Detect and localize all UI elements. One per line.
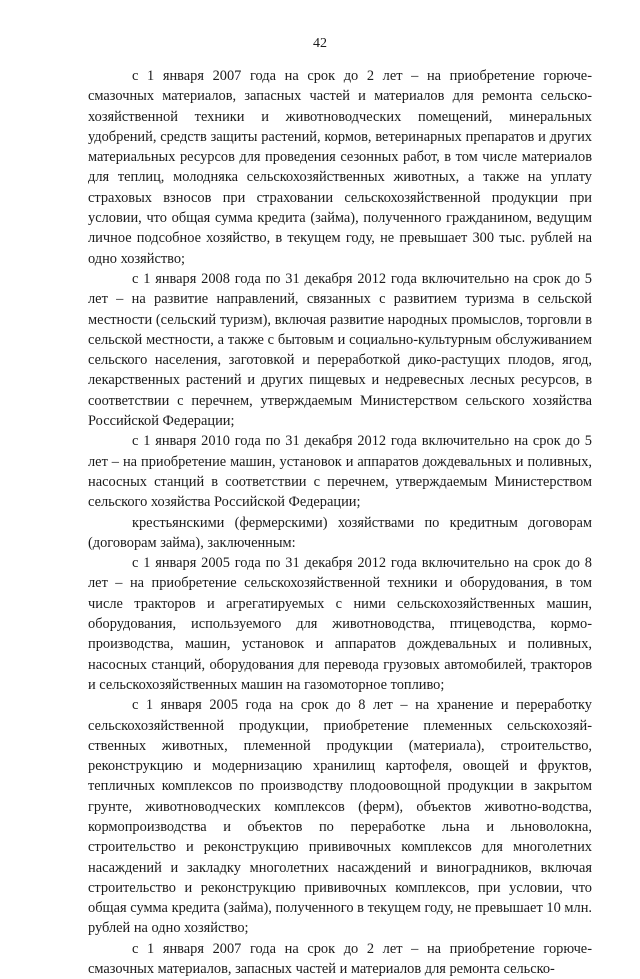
paragraph-personal-farm-fuel: с 1 января 2007 года на срок до 2 лет – на приобретение горюче-смазочных материалов, запасных частей и материалов для ремонта сельско-хозяйственной техники и животноводческих помещений, минеральных удобрений, средств защиты растений, кормов, ветеринарных препаратов и других материальных ресурсов для проведения сезонных работ, в том числе материалов для теплиц, молодняка сельскохозяйственных животных, а также на уплату страховых взносов при страховании сельскохозяйственной продукции при условии, что общая сумма кредита (займа), полученного гражданином, ведущим личное подсобное хозяйство, в текущем году, не превышает 300 тыс. рублей на одно хозяйство;: [88, 68, 592, 267]
document-body: [88, 66, 592, 979]
paragraph-farm-households-intro: крестьянскими (фермерскими) хозяйствами по кредитным договорам (договорам займа), заключенным:: [88, 514, 592, 551]
paragraph-farm-fuel-continued: с 1 января 2007 года на срок до 2 лет – на приобретение горюче-смазочных материалов, запасных частей и материалов для ремонта сельско-: [88, 940, 592, 978]
page-number: 42: [313, 36, 327, 51]
paragraph-farm-machinery: с 1 января 2005 года по 31 декабря 2012 года включительно на срок до 8 лет – на приобретение сельскохозяйственной техники и оборудования, в том числе тракторов и агрегатируемых с ними сельскохозяйственных машин, оборудования, используемого для животноводства, птицеводства, кормо-производства, машин, установок и аппаратов дождевальных и поливных, насосных станций, оборудования для перевода грузовых автомобилей, тракторов и сельскохозяйственных машин на газомоторное топливо;: [88, 555, 592, 693]
paragraph-storage-processing: с 1 января 2005 года на срок до 8 лет – на хранение и переработку сельскохозяйственной продукции, приобретение племенных сельскохозяй-ственных животных, племенной продукции (материала), строительство, реконструкцию и модернизацию хранилищ картофеля, овощей и фруктов, тепличных комплексов по производству плодоовощной продукции в закрытом грунте, животноводческих комплексов (ферм), объектов животно-водства, кормопроизводства и объектов по переработке льна и льноволокна, строительство и реконструкцию прививочных комплексов для многолетних насаждений и закладку многолетних насаждений и виноградников, включая строительство и реконструкцию прививочных комплексов, при условии, что общая сумма кредита (займа), полученного в текущем году, не превышает 10 млн. рублей на одно хозяйство;: [88, 697, 592, 937]
paragraph-rural-tourism: с 1 января 2008 года по 31 декабря 2012 года включительно на срок до 5 лет – на развитие направлений, связанных с развитием туризма в сельской местности (сельский туризм), включая развитие народных промыслов, торговли в сельской местности, а также с бытовым и социально-культурным обслуживанием сельского населения, заготовкой и переработкой дико-растущих плодов, ягод, лекарственных растений и других пищевых и недревесных лесных ресурсов, в соответствии с перечнем, утверждаемым Министерством сельского хозяйства Российской Федерации;: [88, 270, 592, 430]
paragraph-irrigation-machines: с 1 января 2010 года по 31 декабря 2012 года включительно на срок до 5 лет – на приобретение машин, установок и аппаратов дождевальных и поливных, насосных станций в соответствии с перечнем, утверждаемым Министерством сельского хозяйства Российской Федерации;: [88, 433, 592, 511]
